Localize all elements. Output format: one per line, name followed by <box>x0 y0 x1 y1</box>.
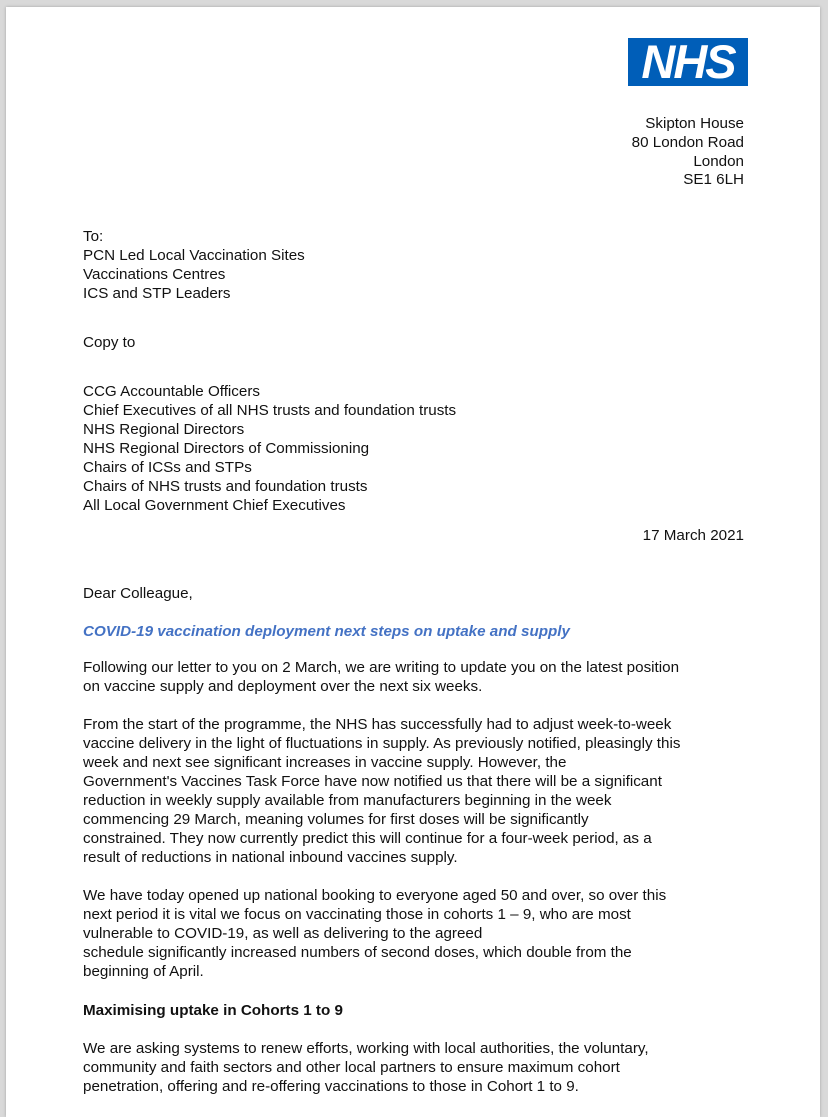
address-line: SE1 6LH <box>683 171 744 188</box>
paragraph-line: vaccine delivery in the light of fluctuations in supply. As previously notified, pleasingly this <box>83 735 681 752</box>
salutation: Dear Colleague, <box>83 585 193 602</box>
paragraph-line: on vaccine supply and deployment over the next six weeks. <box>83 678 483 695</box>
paragraph-line: schedule significantly increased numbers of second doses, which double from the <box>83 944 632 961</box>
paragraph-line: community and faith sectors and other local partners to ensure maximum cohort <box>83 1059 620 1076</box>
paragraph-line: week and next see significant increases in vaccine supply. However, the <box>83 754 567 771</box>
letter-date: 17 March 2021 <box>642 527 744 544</box>
paragraph-line: constrained. They now currently predict this will continue for a four-week period, as a <box>83 830 652 847</box>
copy-recipient: All Local Government Chief Executives <box>83 497 346 514</box>
copy-recipient: Chairs of NHS trusts and foundation trusts <box>83 478 368 495</box>
copy-recipient: NHS Regional Directors of Commissioning <box>83 440 370 457</box>
paragraph-line: next period it is vital we focus on vaccinating those in cohorts 1 – 9, who are most <box>83 906 631 923</box>
address-line: London <box>693 153 744 170</box>
to-label: To: <box>83 228 104 245</box>
paragraph-line: Government's Vaccines Task Force have now notified us that there will be a significant <box>83 773 662 790</box>
paragraph-line: result of reductions in national inbound vaccines supply. <box>83 849 458 866</box>
section-heading: Maximising uptake in Cohorts 1 to 9 <box>83 1002 343 1019</box>
to-recipient: PCN Led Local Vaccination Sites <box>83 247 305 264</box>
nhs-logo: NHS <box>628 38 748 86</box>
paragraph-line: We are asking systems to renew efforts, working with local authorities, the voluntary, <box>83 1040 649 1057</box>
address-line: Skipton House <box>645 115 744 132</box>
copy-label: Copy to <box>83 334 136 351</box>
letter-page <box>6 7 820 1117</box>
paragraph-line: reduction in weekly supply available from manufacturers beginning in the week <box>83 792 612 809</box>
paragraph-line: beginning of April. <box>83 963 204 980</box>
to-recipient: ICS and STP Leaders <box>83 285 231 302</box>
paragraph-line: From the start of the programme, the NHS has successfully had to adjust week-to-week <box>83 716 672 733</box>
paragraph-line: penetration, offering and re-offering vaccinations to those in Cohort 1 to 9. <box>83 1078 579 1095</box>
copy-recipient: Chairs of ICSs and STPs <box>83 459 252 476</box>
copy-recipient: Chief Executives of all NHS trusts and foundation trusts <box>83 402 457 419</box>
paragraph-line: commencing 29 March, meaning volumes for first doses will be significantly <box>83 811 589 828</box>
paragraph-line: Following our letter to you on 2 March, we are writing to update you on the latest position <box>83 659 680 676</box>
copy-recipient: NHS Regional Directors <box>83 421 245 438</box>
address-line: 80 London Road <box>631 134 744 151</box>
paragraph-line: We have today opened up national booking to everyone aged 50 and over, so over this <box>83 887 667 904</box>
to-recipient: Vaccinations Centres <box>83 266 226 283</box>
paragraph-line: vulnerable to COVID-19, as well as delivering to the agreed <box>83 925 483 942</box>
subject-line: COVID-19 vaccination deployment next steps on uptake and supply <box>83 623 570 640</box>
copy-recipient: CCG Accountable Officers <box>83 383 260 400</box>
